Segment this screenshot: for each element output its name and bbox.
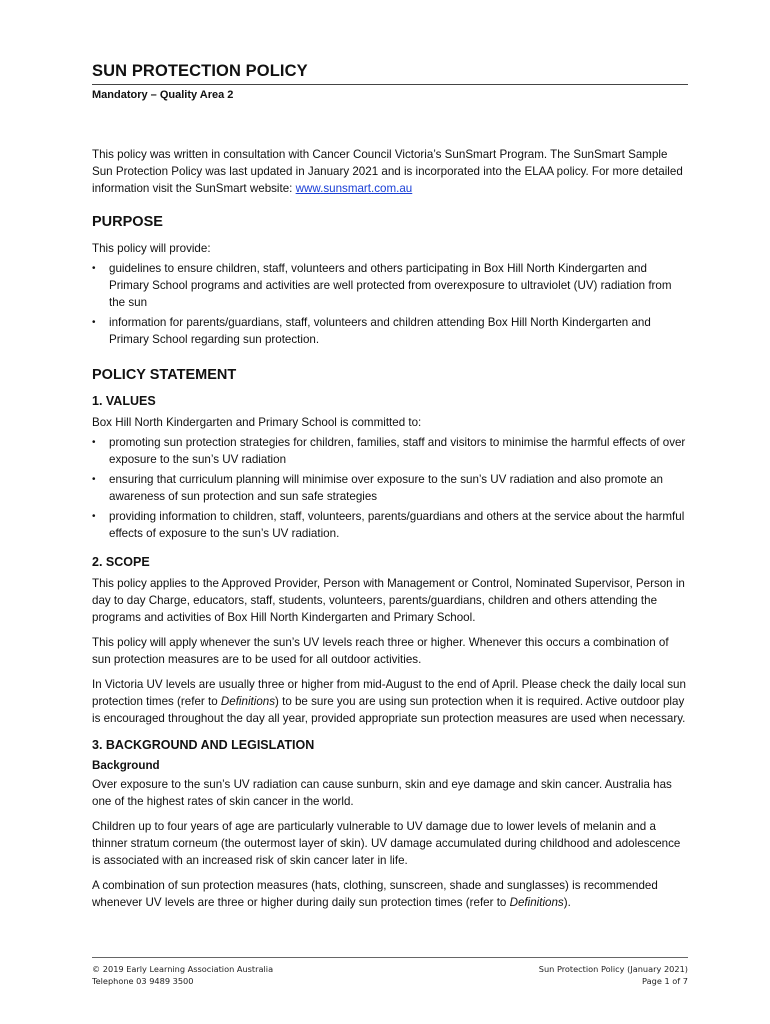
background-paragraph-3-text: A combination of sun protection measures (hats, clothing, sunscreen, shade and sunglasses) is recommended whenever UV levels are three or higher during daily sun protection times (refer to	[92, 879, 658, 909]
list-item-text: promoting sun protection strategies for children, families, staff and visitors to minimise the harmful effects of over exposure to the sun’s UV radiation	[109, 436, 686, 466]
scope-heading: 2. SCOPE	[92, 555, 150, 569]
background-heading: 3. BACKGROUND AND LEGISLATION	[92, 738, 315, 752]
values-heading: 1. VALUES	[92, 394, 156, 408]
bullet-icon: •	[92, 317, 96, 328]
values-list	[92, 434, 688, 542]
scope-paragraph-1: This policy applies to the Approved Provider, Person with Management or Control, Nominated Supervisor, Person in day to day Charge, educators, staff, students, volunteers, parents/guardians, children and others attending the programs and activities of Box Hill North Kindergarten and Primary School.	[92, 577, 685, 624]
document-body	[92, 146, 688, 919]
background-paragraph-1: Over exposure to the sun’s UV radiation can cause sunburn, skin and eye damage and skin cancer. Australia has one of the highest rates of skin cancer in the world.	[92, 778, 672, 808]
definitions-reference: Definitions	[509, 896, 564, 909]
purpose-list	[92, 260, 688, 348]
purpose-lead: This policy will provide:	[92, 242, 211, 255]
list-item	[92, 314, 688, 348]
list-item	[92, 508, 688, 542]
list-item-text: guidelines to ensure children, staff, volunteers and others participating in Box Hill North Kindergarten and Primary School programs and activities are well protected from overexposure to ultraviolet (UV) radiation from the sun	[109, 262, 672, 309]
list-item-text: information for parents/guardians, staff, volunteers and children attending Box Hill North Kindergarten and Primary School regarding sun protection.	[109, 316, 651, 346]
bullet-icon: •	[92, 511, 96, 522]
list-item	[92, 471, 688, 505]
background-paragraph-2: Children up to four years of age are particularly vulnerable to UV damage due to lower levels of melanin and a thinner stratum corneum (the outermost layer of skin). UV damage accumulated during childhood and adolescence is associated with an increased risk of skin cancer later in life.	[92, 820, 681, 867]
list-item	[92, 260, 688, 311]
bullet-icon: •	[92, 474, 96, 485]
footer-document-name: Sun Protection Policy (January 2021)	[538, 964, 688, 974]
page-subtitle: Mandatory – Quality Area 2	[92, 89, 234, 101]
page-title: SUN PROTECTION POLICY	[92, 62, 688, 85]
background-paragraph-3-text-end: ).	[563, 896, 571, 909]
values-lead: Box Hill North Kindergarten and Primary School is committed to:	[92, 416, 422, 429]
list-item	[92, 434, 688, 468]
intro-paragraph	[92, 146, 688, 197]
page-footer	[92, 957, 688, 986]
list-item-text: ensuring that curriculum planning will minimise over exposure to the sun’s UV radiation and also promote an awareness of sun protection and sun safe strategies	[109, 473, 663, 503]
list-item-text: providing information to children, staff, volunteers, parents/guardians and others at the service about the harmful effects of exposure to the sun’s UV radiation.	[109, 510, 685, 540]
sunsmart-link[interactable]: www.sunsmart.com.au	[295, 182, 413, 195]
scope-paragraph-3-text-end: ) to be sure you are using sun protection when it is required. Active outdoor play is encouraged throughout the day all year, provided appropriate sun protection measures are used when necessary.	[92, 695, 686, 725]
footer-page-number: Page 1 of 7	[642, 975, 688, 986]
definitions-reference: Definitions	[220, 695, 276, 708]
footer-telephone: Telephone 03 9489 3500	[92, 975, 194, 986]
bullet-icon: •	[92, 437, 96, 448]
policy-statement-heading: POLICY STATEMENT	[92, 367, 237, 383]
scope-paragraph-2: This policy will apply whenever the sun’s UV levels reach three or higher. Whenever this occurs a combination of sun protection measures are to be used for all outdoor activities.	[92, 636, 669, 666]
background-paragraph-3	[92, 877, 688, 911]
background-subheading: Background	[92, 759, 160, 772]
purpose-heading: PURPOSE	[92, 214, 163, 230]
bullet-icon: •	[92, 263, 96, 274]
footer-right	[539, 964, 688, 987]
footer-left	[92, 964, 273, 987]
footer-copyright: © 2019 Early Learning Association Australia	[92, 964, 274, 974]
scope-paragraph-3-text: In Victoria UV levels are usually three or higher from mid-August to the end of April. Please check the daily local sun protection times (refer to	[92, 678, 686, 708]
intro-text: This policy was written in consultation with Cancer Council Victoria’s SunSmart Program. The SunSmart Sample Sun Protection Policy was last updated in January 2021 and is incorporated into the ELAA policy. For more detailed information visit the SunSmart website:	[92, 148, 683, 195]
scope-paragraph-3	[92, 676, 688, 727]
